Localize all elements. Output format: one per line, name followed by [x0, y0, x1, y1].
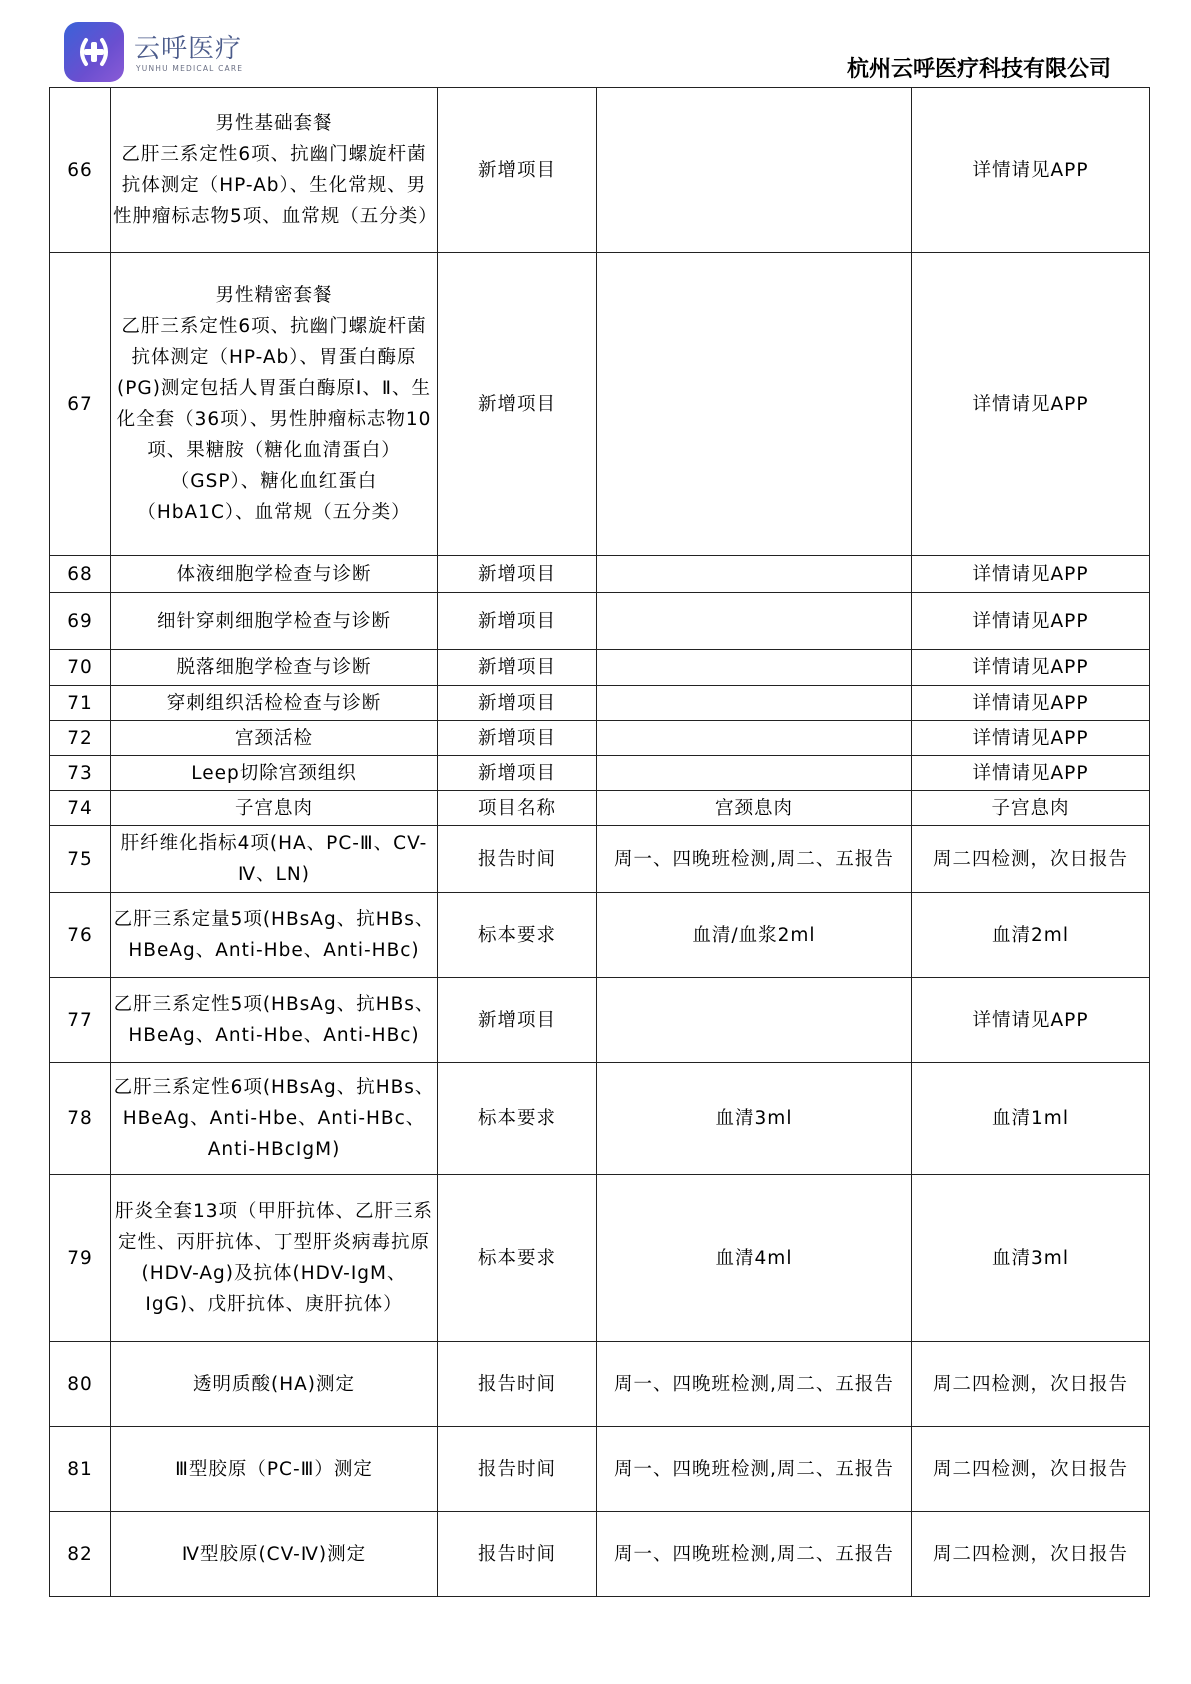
before-value: 周一、四晚班检测,周二、五报告	[597, 1427, 912, 1512]
item-name	[111, 721, 438, 756]
item-name	[111, 1512, 438, 1597]
before-value: 周一、四晚班检测,周二、五报告	[597, 826, 912, 893]
change-type: 报告时间	[438, 826, 597, 893]
change-type: 报告时间	[438, 1512, 597, 1597]
before-value: 周一、四晚班检测,周二、五报告	[597, 1512, 912, 1597]
item-name-text: 细针穿刺细胞学检查与诊断	[156, 610, 391, 632]
after-value: 详情请见APP	[912, 556, 1150, 593]
change-type: 项目名称	[438, 791, 597, 826]
item-name-text: 子宫息肉	[234, 797, 313, 819]
change-type: 报告时间	[438, 1342, 597, 1427]
table-row	[50, 1427, 1150, 1512]
table-row	[50, 88, 1150, 253]
item-name	[111, 556, 438, 593]
item-name-text: 乙肝三系定性6项(HBsAg、抗HBs、HBeAg、Anti-Hbe、Anti-HBc、Anti-HBcIgM)	[113, 1077, 435, 1160]
table-row	[50, 253, 1150, 556]
row-number: 71	[50, 686, 111, 721]
change-type: 标本要求	[438, 1063, 597, 1175]
company-name: 杭州云呼医疗科技有限公司	[846, 57, 1111, 82]
table-row	[50, 756, 1150, 791]
item-name	[111, 1342, 438, 1427]
change-type: 新增项目	[438, 650, 597, 686]
change-type: 标本要求	[438, 893, 597, 978]
item-name-text: 体液细胞学检查与诊断	[176, 563, 372, 585]
before-value	[597, 88, 912, 253]
before-value	[597, 721, 912, 756]
table-row	[50, 1063, 1150, 1175]
change-type: 新增项目	[438, 721, 597, 756]
after-value: 详情请见APP	[912, 756, 1150, 791]
row-number: 66	[50, 88, 111, 253]
item-name	[111, 756, 438, 791]
table-row	[50, 826, 1150, 893]
table-row	[50, 978, 1150, 1063]
item-name	[111, 686, 438, 721]
row-number: 72	[50, 721, 111, 756]
before-value	[597, 253, 912, 556]
item-name	[111, 791, 438, 826]
item-name-text: Ⅲ型胶原（PC-Ⅲ）测定	[175, 1458, 373, 1480]
change-type: 新增项目	[438, 978, 597, 1063]
before-value	[597, 593, 912, 650]
item-name-text: Leep切除宫颈组织	[191, 762, 357, 784]
table-row	[50, 650, 1150, 686]
after-value: 血清1ml	[912, 1063, 1150, 1175]
row-number: 74	[50, 791, 111, 826]
item-name-text: 肝纤维化指标4项(HA、PC-Ⅲ、CV-Ⅳ、LN)	[120, 833, 428, 885]
change-type: 新增项目	[438, 756, 597, 791]
before-value: 血清4ml	[597, 1175, 912, 1342]
company-logo	[64, 22, 314, 86]
item-name-text: 脱落细胞学检查与诊断	[176, 657, 372, 678]
after-value: 子宫息肉	[912, 791, 1150, 826]
after-value: 血清2ml	[912, 893, 1150, 978]
row-number: 80	[50, 1342, 111, 1427]
table-row	[50, 791, 1150, 826]
row-number: 75	[50, 826, 111, 893]
item-name	[111, 593, 438, 650]
after-value: 周二四检测，次日报告	[912, 1427, 1150, 1512]
row-number: 73	[50, 756, 111, 791]
before-value: 血清3ml	[597, 1063, 912, 1175]
item-name	[111, 1063, 438, 1175]
before-value: 周一、四晚班检测,周二、五报告	[597, 1342, 912, 1427]
row-number: 79	[50, 1175, 111, 1342]
change-table	[49, 87, 1150, 1597]
row-number: 77	[50, 978, 111, 1063]
before-value	[597, 650, 912, 686]
table-row	[50, 1175, 1150, 1342]
after-value: 血清3ml	[912, 1175, 1150, 1342]
after-value: 详情请见APP	[912, 88, 1150, 253]
before-value: 血清/血浆2ml	[597, 893, 912, 978]
item-name	[111, 893, 438, 978]
item-name	[111, 1175, 438, 1342]
row-number: 68	[50, 556, 111, 593]
table-row	[50, 893, 1150, 978]
item-name	[111, 1427, 438, 1512]
after-value: 详情请见APP	[912, 593, 1150, 650]
before-value	[597, 756, 912, 791]
row-number: 76	[50, 893, 111, 978]
table-row	[50, 721, 1150, 756]
change-type: 标本要求	[438, 1175, 597, 1342]
before-value	[597, 686, 912, 721]
change-type: 新增项目	[438, 593, 597, 650]
before-value	[597, 556, 912, 593]
item-name-text: 肝炎全套13项（甲肝抗体、乙肝三系定性、丙肝抗体、丁型肝炎病毒抗原(HDV-Ag)及抗体(HDV-IgM、IgG)、戊肝抗体、庚肝抗体）	[114, 1201, 434, 1315]
item-name	[111, 650, 438, 686]
after-value: 周二四检测，次日报告	[912, 826, 1150, 893]
change-type: 新增项目	[438, 88, 597, 253]
item-name-text: 宫颈活检	[234, 727, 313, 749]
table-row	[50, 593, 1150, 650]
row-number: 82	[50, 1512, 111, 1597]
item-name-text: 透明质酸(HA)测定	[192, 1373, 355, 1395]
page-header	[0, 0, 1191, 90]
change-type: 新增项目	[438, 253, 597, 556]
change-type: 新增项目	[438, 686, 597, 721]
after-value: 详情请见APP	[912, 686, 1150, 721]
table-row	[50, 1342, 1150, 1427]
change-type: 新增项目	[438, 556, 597, 593]
before-value	[597, 978, 912, 1063]
table-row	[50, 686, 1150, 721]
row-number: 81	[50, 1427, 111, 1512]
after-value: 详情请见APP	[912, 253, 1150, 556]
table-row	[50, 556, 1150, 593]
after-value: 详情请见APP	[912, 978, 1150, 1063]
row-number: 67	[50, 253, 111, 556]
after-value: 周二四检测，次日报告	[912, 1342, 1150, 1427]
change-type: 报告时间	[438, 1427, 597, 1512]
logo-text-cn: 云呼医疗	[134, 34, 243, 64]
item-name-text: 男性基础套餐 乙肝三系定性6项、抗幽门螺旋杆菌抗体测定（HP-Ab）、生化常规、男性肿瘤标志物5项、血常规（五分类）	[113, 113, 438, 227]
item-name-text: Ⅳ型胶原(CV-Ⅳ)测定	[181, 1543, 367, 1565]
item-name	[111, 88, 438, 253]
before-value: 宫颈息肉	[597, 791, 912, 826]
after-value: 详情请见APP	[912, 650, 1150, 686]
row-number: 69	[50, 593, 111, 650]
row-number: 78	[50, 1063, 111, 1175]
item-name	[111, 253, 438, 556]
item-name-text: 乙肝三系定量5项(HBsAg、抗HBs、HBeAg、Anti-Hbe、Anti-HBc)	[113, 909, 435, 961]
after-value: 周二四检测，次日报告	[912, 1512, 1150, 1597]
row-number: 70	[50, 650, 111, 686]
item-name-text: 穿刺组织活检检查与诊断	[166, 692, 382, 714]
item-name	[111, 978, 438, 1063]
item-name	[111, 826, 438, 893]
item-name-text: 男性精密套餐 乙肝三系定性6项、抗幽门螺旋杆菌抗体测定（HP-Ab）、胃蛋白酶原(PG)测定包括人胃蛋白酶原Ⅰ、Ⅱ、生化全套（36项）、男性肿瘤标志物10项、果糖胺（糖化血清蛋白）（GSP）、糖化血红蛋白（HbA1C）、血常规（五分类）	[116, 285, 432, 523]
logo-cross-icon	[64, 22, 124, 82]
logo-text-en: YUNHU MEDICAL CARE	[136, 64, 244, 73]
after-value: 详情请见APP	[912, 721, 1150, 756]
item-name-text: 乙肝三系定性5项(HBsAg、抗HBs、HBeAg、Anti-Hbe、Anti-HBc)	[113, 994, 435, 1046]
table-row	[50, 1512, 1150, 1597]
